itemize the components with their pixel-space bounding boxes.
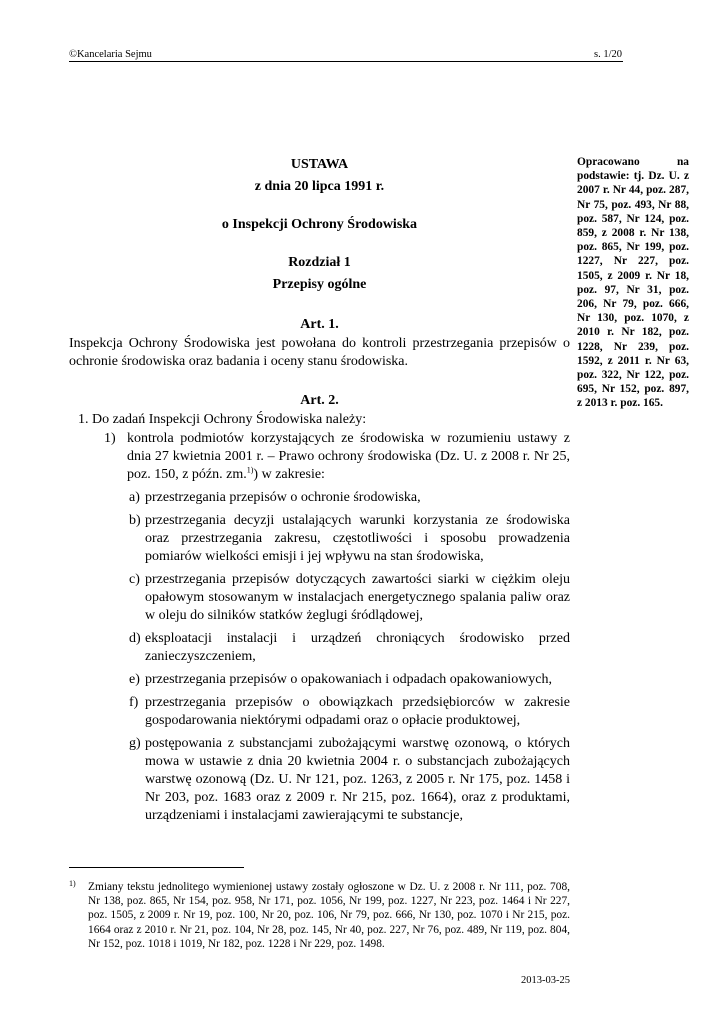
letter-text: przestrzegania decyzji ustalających warunki korzystania ze środowiska oraz przestrzegania zakresu, częstotliwości i sposobu prowadzenia pomiarów wielkości emisji i jej wpływu na stan środowiska, [145,513,570,564]
letter-label: c) [129,572,140,587]
letter-label: f) [129,695,139,710]
letter-item-f [69,694,570,730]
point-label: 1) [104,431,116,446]
page-header-left: ©Kancelaria Sejmu [69,49,152,60]
sidebar-note: Opracowano na podstawie: tj. Dz. U. z 2007 r. Nr 44, poz. 287, Nr 75, poz. 493, Nr 88, poz. 587, Nr 124, poz. 859, z 2008 r. Nr 138, poz. 865, Nr 199, poz. 1227, Nr 227, poz. 1505, z 2009 r. Nr 18, poz. 97, Nr 31, poz. 206, Nr 79, poz. 666, Nr 130, poz. 1070, z 2010 r. Nr 182, poz. 1228, Nr 239, poz. 1592, z 2011 r. Nr 63, poz. 322, Nr 122, poz. 695, Nr 152, poz. 897, z 2013 r. poz. 165. [577,156,689,410]
point-text: kontrola podmiotów korzystających ze środowiska w rozumieniu ustawy z dnia 27 kwietnia 2001 r. – Prawo ochrony środowiska (Dz. U. z 2008 r. Nr 25, poz. 150, z późn. zm. [127,431,570,482]
letter-text: postępowania z substancjami zubożającymi warstwę ozonową, o których mowa w ustawie z dnia 20 kwietnia 2004 r. o substancjach zubożających warstwę ozonową (Dz. U. Nr 121, poz. 1263, z 2005 r. Nr 175, poz. 1458 i Nr 203, poz. 1683 oraz z 2009 r. Nr 215, poz. 1664), oraz z produktami, urządzeniami i instalacjami zawierającymi te substancje, [145,736,570,823]
letter-item-b [69,512,570,566]
chapter-number: Rozdział 1 [288,255,351,270]
doc-type: USTAWA [290,157,349,172]
art1-heading: Art. 1. [300,317,339,332]
footer-date: 2013-03-25 [521,975,570,986]
footnote-ref[interactable]: 1) [246,465,254,475]
chapter-title: Przepisy ogólne [272,277,367,292]
doc-date: z dnia 20 lipca 1991 r. [254,179,385,194]
letter-text: przestrzegania przepisów o opakowaniach i odpadach opakowaniowych, [145,672,553,687]
art2-paragraph-1: 1. Do zadań Inspekcji Ochrony Środowiska należy: [78,412,367,427]
letter-label: a) [129,490,140,505]
letter-text: przestrzegania przepisów o ochronie środowiska, [145,490,421,505]
letter-label: b) [129,513,141,528]
page-number: s. 1/20 [593,49,622,60]
letter-item-d [69,630,570,666]
footnote [69,880,570,951]
letter-label: g) [129,736,141,751]
header-rule [69,61,623,62]
letter-text: przestrzegania przepisów o obowiązkach przedsiębiorców w zakresie gospodarowania niektórymi odpadami oraz o opłacie produktowej, [145,695,570,728]
letter-item-g [69,735,570,825]
letter-item-c [69,571,570,625]
art2-point-1 [69,430,570,484]
doc-title: o Inspekcji Ochrony Środowiska [221,217,418,232]
letter-text: eksploatacji instalacji i urządzeń chroniących środowisko przed zanieczyszczeniem, [145,631,570,664]
art2-heading: Art. 2. [300,393,339,408]
footnote-mark: 1) [69,879,76,888]
footnote-text: Zmiany tekstu jednolitego wymienionej ustawy zostały ogłoszone w Dz. U. z 2008 r. Nr 111, poz. 708, Nr 138, poz. 865, Nr 154, poz. 958, Nr 171, poz. 1056, Nr 199, poz. 1227, Nr 223, poz. 1464 i Nr 227, poz. 1505, z 2009 r. Nr 19, poz. 100, Nr 20, poz. 106, Nr 79, poz. 666, Nr 130, poz. 1070 i Nr 215, poz. 1664 oraz z 2010 r. Nr 21, poz. 104, Nr 28, poz. 145, Nr 40, poz. 227, Nr 76, poz. 489, Nr 119, poz. 804, Nr 152, poz. 1018 i 1019, Nr 182, poz. 1228 i Nr 229, poz. 1498. [88,881,570,950]
footnote-rule [69,867,244,868]
footnote-body [69,880,570,951]
letter-item-e [69,671,570,689]
letter-text: przestrzegania przepisów dotyczących zawartości siarki w ciężkim oleju opałowym stosowanym w instalacjach energetycznego spalania paliw oraz w oleju do silników statków żeglugi śródlądowej, [145,572,570,623]
main-content [69,156,570,825]
letter-list [69,489,570,825]
letter-label: d) [129,631,141,646]
point-text-end: ) w zakresie: [253,467,325,482]
art1-text: Inspekcja Ochrony Środowiska jest powołana do kontroli przestrzegania przepisów o ochronie środowiska oraz badania i oceny stanu środowiska. [69,336,570,369]
letter-label: e) [129,672,140,687]
letter-item-a [69,489,570,507]
